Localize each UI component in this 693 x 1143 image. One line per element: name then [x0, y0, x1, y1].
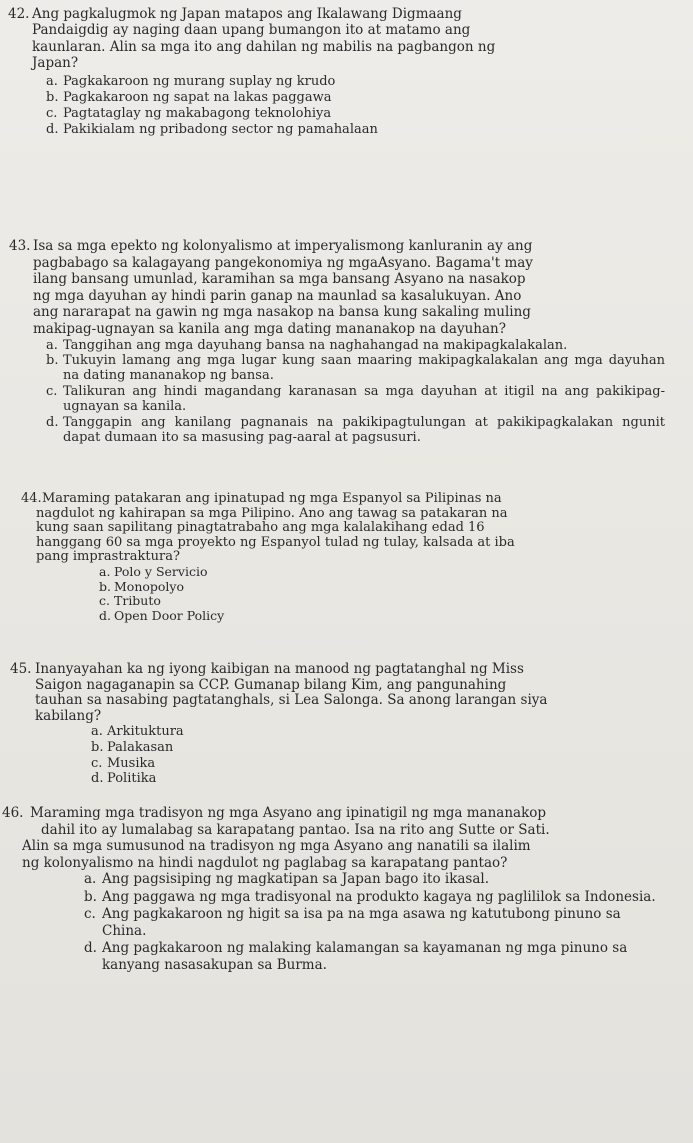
option-letter: b. — [84, 888, 97, 905]
option-text: Ang pagkakaroon ng higit sa isa pa na mga asawa ng katutubong pinuno sa China. — [102, 905, 621, 939]
option-text: Palakasan — [107, 739, 174, 755]
stem-line: Maraming patakaran ang ipinatupad ng mga Espanyol sa Pilipinas na — [42, 491, 502, 506]
option-text: Talikuran ang hindi magandang karanasan sa mga dayuhan at itigil na ang pakikipag-ugnayan sa kanila. — [63, 383, 665, 415]
stem-line: dahil ito ay lumalabag sa karapatang pantao. Isa na rito ang Sutte or Sati. — [41, 821, 550, 838]
option-d[interactable] — [46, 122, 693, 138]
question-43 — [0, 238, 693, 445]
stem-line: Alin sa mga sumusunod na tradisyon ng mga Asyano ang nanatili sa ilalim — [22, 838, 531, 855]
option-text: Monopolyo — [114, 578, 185, 594]
option-letter: a. — [91, 724, 103, 740]
option-text: Tributo — [114, 593, 161, 609]
option-b[interactable] — [46, 353, 665, 384]
option-text: Arkituktura — [107, 724, 184, 740]
stem-line: kaunlaran. Alin sa mga ito ang dahilan ng mabilis na pagbangon ng — [32, 38, 496, 55]
question-46 — [0, 805, 693, 975]
options-list — [46, 338, 665, 446]
option-b[interactable] — [99, 580, 693, 595]
option-letter: a. — [46, 337, 58, 353]
question-stem — [0, 6, 693, 72]
question-stem — [0, 492, 693, 565]
stem-line: ilang bansang umunlad, karamihan sa mga bansang Asyano na nasakop — [33, 271, 526, 288]
option-d[interactable] — [84, 940, 663, 974]
option-text: Pagkakaroon ng murang suplay ng krudo — [63, 73, 336, 89]
option-text: Polo y Servicio — [114, 563, 208, 579]
option-text: Pagtataglay ng makabagong teknolohiya — [63, 105, 332, 121]
options-list — [46, 74, 693, 138]
option-letter: d. — [46, 414, 59, 430]
option-text: Tukuyin lamang ang mga lugar kung saan maaring makipagkalakalan ang mga dayuhan na dating mananakop ng bansa. — [63, 352, 665, 384]
option-b[interactable] — [84, 889, 663, 906]
option-a[interactable] — [84, 871, 663, 888]
options-list — [91, 724, 693, 786]
question-number: 44. — [21, 491, 42, 506]
stem-line: Saigon nagaganapin sa CCP. Gumanap bilang Kim, ang pangunahing — [35, 676, 507, 693]
option-c[interactable] — [46, 106, 693, 122]
option-letter: b. — [46, 352, 59, 368]
option-letter: c. — [46, 383, 58, 399]
option-text: Open Door Policy — [114, 607, 225, 623]
question-number: 45. — [10, 661, 32, 677]
option-c[interactable] — [91, 756, 693, 772]
option-d[interactable] — [46, 415, 665, 446]
stem-line: ng mga dayuhan ay hindi parin ganap na maunlad sa kasalukuyan. Ano — [33, 287, 522, 304]
option-letter: d. — [99, 607, 111, 623]
question-number: 43. — [9, 238, 31, 254]
option-text: Pagkakaroon ng sapat na lakas paggawa — [63, 89, 332, 105]
stem-line: tauhan sa nasabing pagtatanghals, si Lea Salonga. Sa anong larangan siya — [35, 692, 548, 709]
option-a[interactable] — [91, 724, 693, 740]
stem-line: makipag-ugnayan sa kanila ang mga dating mananakop na dayuhan? — [33, 320, 506, 337]
question-44 — [0, 492, 693, 623]
option-b[interactable] — [91, 740, 693, 756]
option-letter: b. — [99, 578, 111, 594]
stem-line: hanggang 60 sa mga proyekto ng Espanyol tulad ng tulay, kalsada at iba — [36, 534, 515, 550]
option-letter: c. — [99, 593, 110, 609]
option-letter: c. — [91, 755, 103, 771]
stem-line: Maraming mga tradisyon ng mga Asyano ang ipinatigil ng mga mananakop — [30, 805, 547, 821]
stem-line: Isa sa mga epekto ng kolonyalismo at imperyalismong kanluranin ay ang — [33, 238, 533, 254]
option-c[interactable] — [99, 594, 693, 609]
option-text: Politika — [107, 771, 157, 787]
option-letter: b. — [46, 89, 59, 105]
stem-line: pagbabago sa kalagayang pangekonomiya ng mgaAsyano. Bagama't may — [33, 254, 533, 271]
option-letter: c. — [84, 905, 96, 922]
option-letter: d. — [46, 121, 59, 137]
option-b[interactable] — [46, 90, 693, 106]
question-42 — [0, 6, 693, 138]
stem-line: ang nararapat na gawin ng mga nasakop na bansa kung sakaling muling — [33, 304, 531, 321]
option-a[interactable] — [46, 338, 665, 353]
option-text: Ang pagkakaroon ng malaking kalamangan sa kayamanan ng mga pinuno sa kanyang nasasakupan sa Burma. — [102, 940, 628, 974]
option-d[interactable] — [91, 771, 693, 787]
stem-line: pang imprastraktura? — [36, 549, 180, 565]
option-text: Pakikialam ng pribadong sector ng pamahalaan — [63, 121, 378, 137]
stem-line: kung saan sapilitang pinagtatrabaho ang mga kalalakihang edad 16 — [36, 520, 485, 536]
option-letter: d. — [91, 771, 104, 787]
stem-line: kabilang? — [35, 707, 102, 724]
options-list — [99, 565, 693, 623]
option-c[interactable] — [46, 384, 665, 415]
question-number: 42. — [8, 6, 30, 22]
stem-line: Pandaigdig ay naging daan upang bumangon ito at matamo ang — [32, 22, 471, 39]
option-text: Musika — [107, 755, 156, 771]
option-letter: c. — [46, 105, 58, 121]
stem-line: Ang pagkalugmok ng Japan matapos ang Ikalawang Digmaang — [32, 6, 462, 22]
option-text: Ang pagsisiping ng magkatipan sa Japan bago ito ikasal. — [102, 871, 490, 888]
option-text: Tanggihan ang mga dayuhang bansa na naghahangad na makipagkalakalan. — [63, 337, 568, 353]
option-text: Tanggapin ang kanilang pagnanais na pakikipagtulungan at pakikipagkalakan ngunit dapat dumaan ito sa masusing pag-aaral at pagsusuri. — [63, 414, 665, 445]
option-text: Ang paggawa ng mga tradisyonal na produkto kagaya ng paglililok sa Indonesia. — [102, 888, 656, 905]
stem-line: nagdulot ng kahirapan sa mga Pilipino. Ano ang tawag sa patakaran na — [36, 505, 508, 521]
question-stem — [0, 805, 693, 871]
option-letter: a. — [99, 563, 111, 579]
option-letter: d. — [84, 940, 97, 957]
option-d[interactable] — [99, 609, 693, 624]
question-number: 46. — [2, 805, 24, 821]
option-letter: b. — [91, 739, 104, 755]
question-stem — [0, 662, 693, 724]
stem-line: Inanyayahan ka ng iyong kaibigan na manood ng pagtatanghal ng Miss — [35, 661, 524, 677]
question-stem — [0, 238, 693, 338]
option-letter: a. — [46, 73, 58, 89]
question-45 — [0, 662, 693, 787]
option-c[interactable] — [84, 906, 663, 940]
option-a[interactable] — [46, 74, 693, 90]
stem-line: Japan? — [32, 55, 79, 72]
option-a[interactable] — [99, 565, 693, 580]
options-list — [84, 871, 663, 974]
option-letter: a. — [84, 871, 97, 888]
stem-line: ng kolonyalismo na hindi nagdulot ng paglabag sa karapatang pantao? — [22, 854, 508, 871]
